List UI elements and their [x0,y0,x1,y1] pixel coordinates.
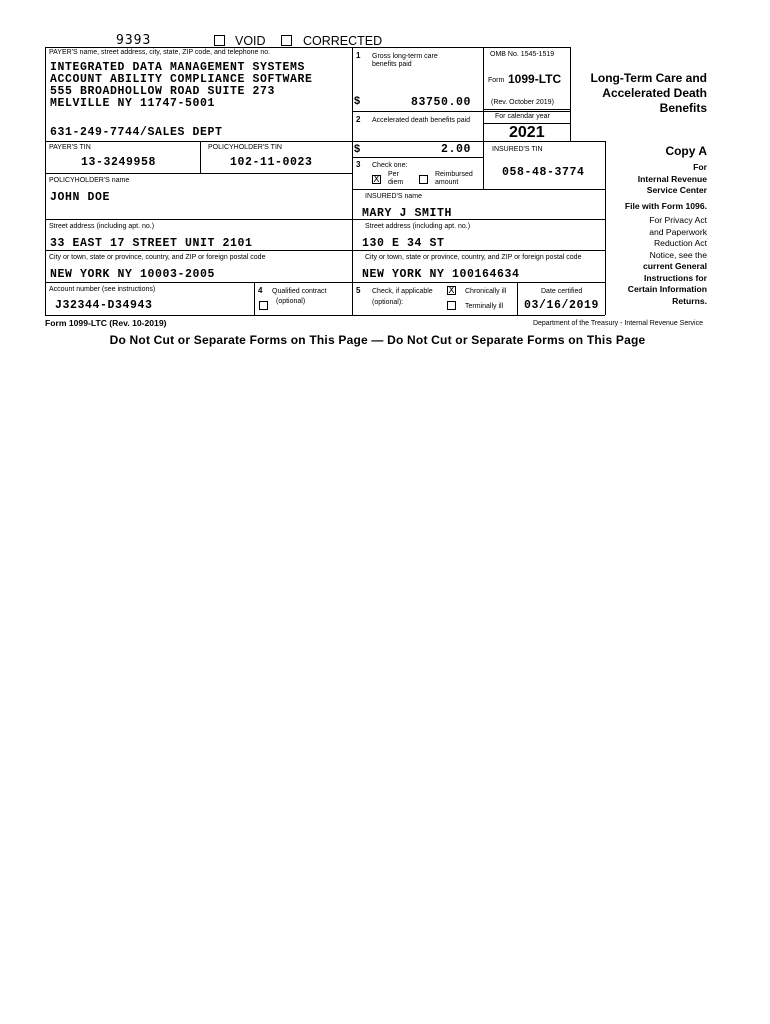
void-checkbox[interactable] [214,35,225,46]
per-diem-checkbox[interactable] [372,175,381,184]
title-left-border [570,47,571,141]
copy-a-privacy: For Privacy Act [649,215,707,225]
insured-street: 130 E 34 ST [362,237,445,250]
insured-tin-label: INSURED'S TIN [492,146,543,153]
box3-number: 3 [356,160,361,169]
copy-a-certain-info: Certain Information [627,284,707,294]
box4-left-border [254,282,255,315]
line-box1-bottom [352,111,570,112]
insured-city-label: City or town, state or province, country, and ZIP or foreign postal code [365,254,582,261]
form-revision-footer: Form 1099-LTC (Rev. 10-2019) [45,318,167,328]
policyholder-name-label: POLICYHOLDER'S name [49,177,130,184]
line-city-bottom [45,282,605,283]
per-diem-check-mark: X [373,175,380,185]
box4-number: 4 [258,286,263,295]
chronically-ill-check-mark: X [448,286,455,296]
date-certified: 03/16/2019 [524,299,600,312]
copy-a-irs: Internal Revenue [637,173,707,184]
terminally-ill-checkbox[interactable] [447,301,456,310]
form-name: 1099-LTC [508,72,562,86]
per-diem-label: Per diem [388,171,404,186]
box5-label: Check, if applicable [372,288,433,295]
copy-a-paperwork: and Paperwork [649,226,707,237]
box1-label: Gross long-term care benefits paid [372,53,438,68]
qualified-contract-checkbox[interactable] [259,301,268,310]
box4-label: Qualified contract [272,288,327,295]
payer-label: PAYER'S name, street address, city, state, ZIP code, and telephone no. [49,49,271,56]
box4-sublabel: (optional) [276,298,306,305]
line-box2-bottom [352,157,483,158]
account-label: Account number (see instructions) [49,286,156,293]
policyholder-street-label: Street address (including apt. no.) [49,223,155,230]
copy-a-instructions-for: Instructions for [643,272,707,283]
box1-number: 1 [356,51,361,60]
form-top-border [45,47,570,48]
payer-left-border [45,47,46,315]
copy-a-file-with: File with Form 1096. [624,200,707,211]
account-number: J32344-D34943 [55,299,153,312]
terminally-ill-label: Terminally ill [465,303,504,310]
insured-name-label: INSURED'S name [365,193,422,200]
chronically-ill-checkbox[interactable] [447,286,456,295]
policyholder-tin-label: POLICYHOLDER'S TIN [208,144,282,151]
line-tin-bottom [45,173,352,174]
line-rev-bottom [483,109,570,110]
form-bottom-border [45,315,605,316]
copy-a-panel [607,144,707,307]
department-footer: Department of the Treasury - Internal Revenue Service [532,320,703,327]
copy-a-current-general: current General [643,261,707,271]
copy-left-border [605,141,606,315]
copy-a-for: For [693,162,707,172]
calendar-year: 2021 [509,124,545,141]
copy-a-title: Copy A [665,144,707,158]
form-code: 9393 [116,33,152,48]
box5-sublabel: (optional): [372,299,404,306]
box2-dollar: $ [354,143,361,155]
calendar-year-label: For calendar year [495,113,550,120]
line-insured-tin-bottom [352,189,605,190]
omb-number: OMB No. 1545-1519 [490,51,555,58]
copy-a-service-center: Service Center [646,185,707,195]
box2-number: 2 [356,115,361,124]
box1-amount: 83750.00 [410,96,471,109]
corrected-checkbox[interactable] [281,35,292,46]
payer-tin-label: PAYER'S TIN [49,144,91,151]
policyholder-name: JOHN DOE [50,191,111,204]
box2-amount: 2.00 [440,143,471,156]
form-revision: (Rev. October 2019) [491,99,554,106]
box3-label: Check one: [372,162,408,169]
policyholder-city-label: City or town, state or province, country, and ZIP or foreign postal code [49,254,266,261]
chronically-ill-label: Chronically ill [465,288,507,295]
reimbursed-checkbox[interactable] [419,175,428,184]
insured-tin-left-border [483,141,484,189]
policyholder-city: NEW YORK NY 10003-2005 [50,268,216,281]
tin-divider [200,141,201,173]
payer-phone: 631-249-7744/SALES DEPT [50,126,223,139]
box2-label: Accelerated death benefits paid [372,117,471,124]
omb-left-border [483,47,484,141]
void-label: VOID [235,34,266,48]
policyholder-tin: 102-11-0023 [230,156,313,169]
copy-a-notice: Notice, see the [649,249,707,260]
policyholder-street: 33 EAST 17 STREET UNIT 2101 [50,237,253,250]
insured-street-label: Street address (including apt. no.) [365,223,471,230]
copy-a-returns: Returns. [672,295,707,306]
payer-name-address: INTEGRATED DATA MANAGEMENT SYSTEMS ACCOUNT ABILITY COMPLIANCE SOFTWARE 555 BROADHOLLOW ROAD SUITE 273 MELVILLE NY 11747-5001 [50,61,313,110]
corrected-label: CORRECTED [303,34,383,48]
insured-city: NEW YORK NY 100164634 [362,268,520,281]
do-not-cut-warning: Do Not Cut or Separate Forms on This Page — Do Not Cut or Separate Forms on This Page [109,333,646,347]
form-prefix: Form [488,77,505,84]
reimbursed-label: Reimbursed amount [435,171,473,186]
form-title: Long-Term Care and Accelerated Death Benefits [590,71,707,115]
box1-left-border [352,47,353,315]
date-left-border [517,282,518,315]
box5-number: 5 [356,286,361,295]
payer-tin: 13-3249958 [81,156,157,169]
box1-dollar: $ [354,95,361,107]
insured-name: MARY J SMITH [362,207,453,220]
line-street-bottom [45,250,605,251]
date-certified-label: Date certified [541,288,583,295]
copy-a-reduction: Reduction Act [653,238,707,248]
insured-tin: 058-48-3774 [502,166,585,179]
line-policyholder-name-bottom [45,219,352,220]
